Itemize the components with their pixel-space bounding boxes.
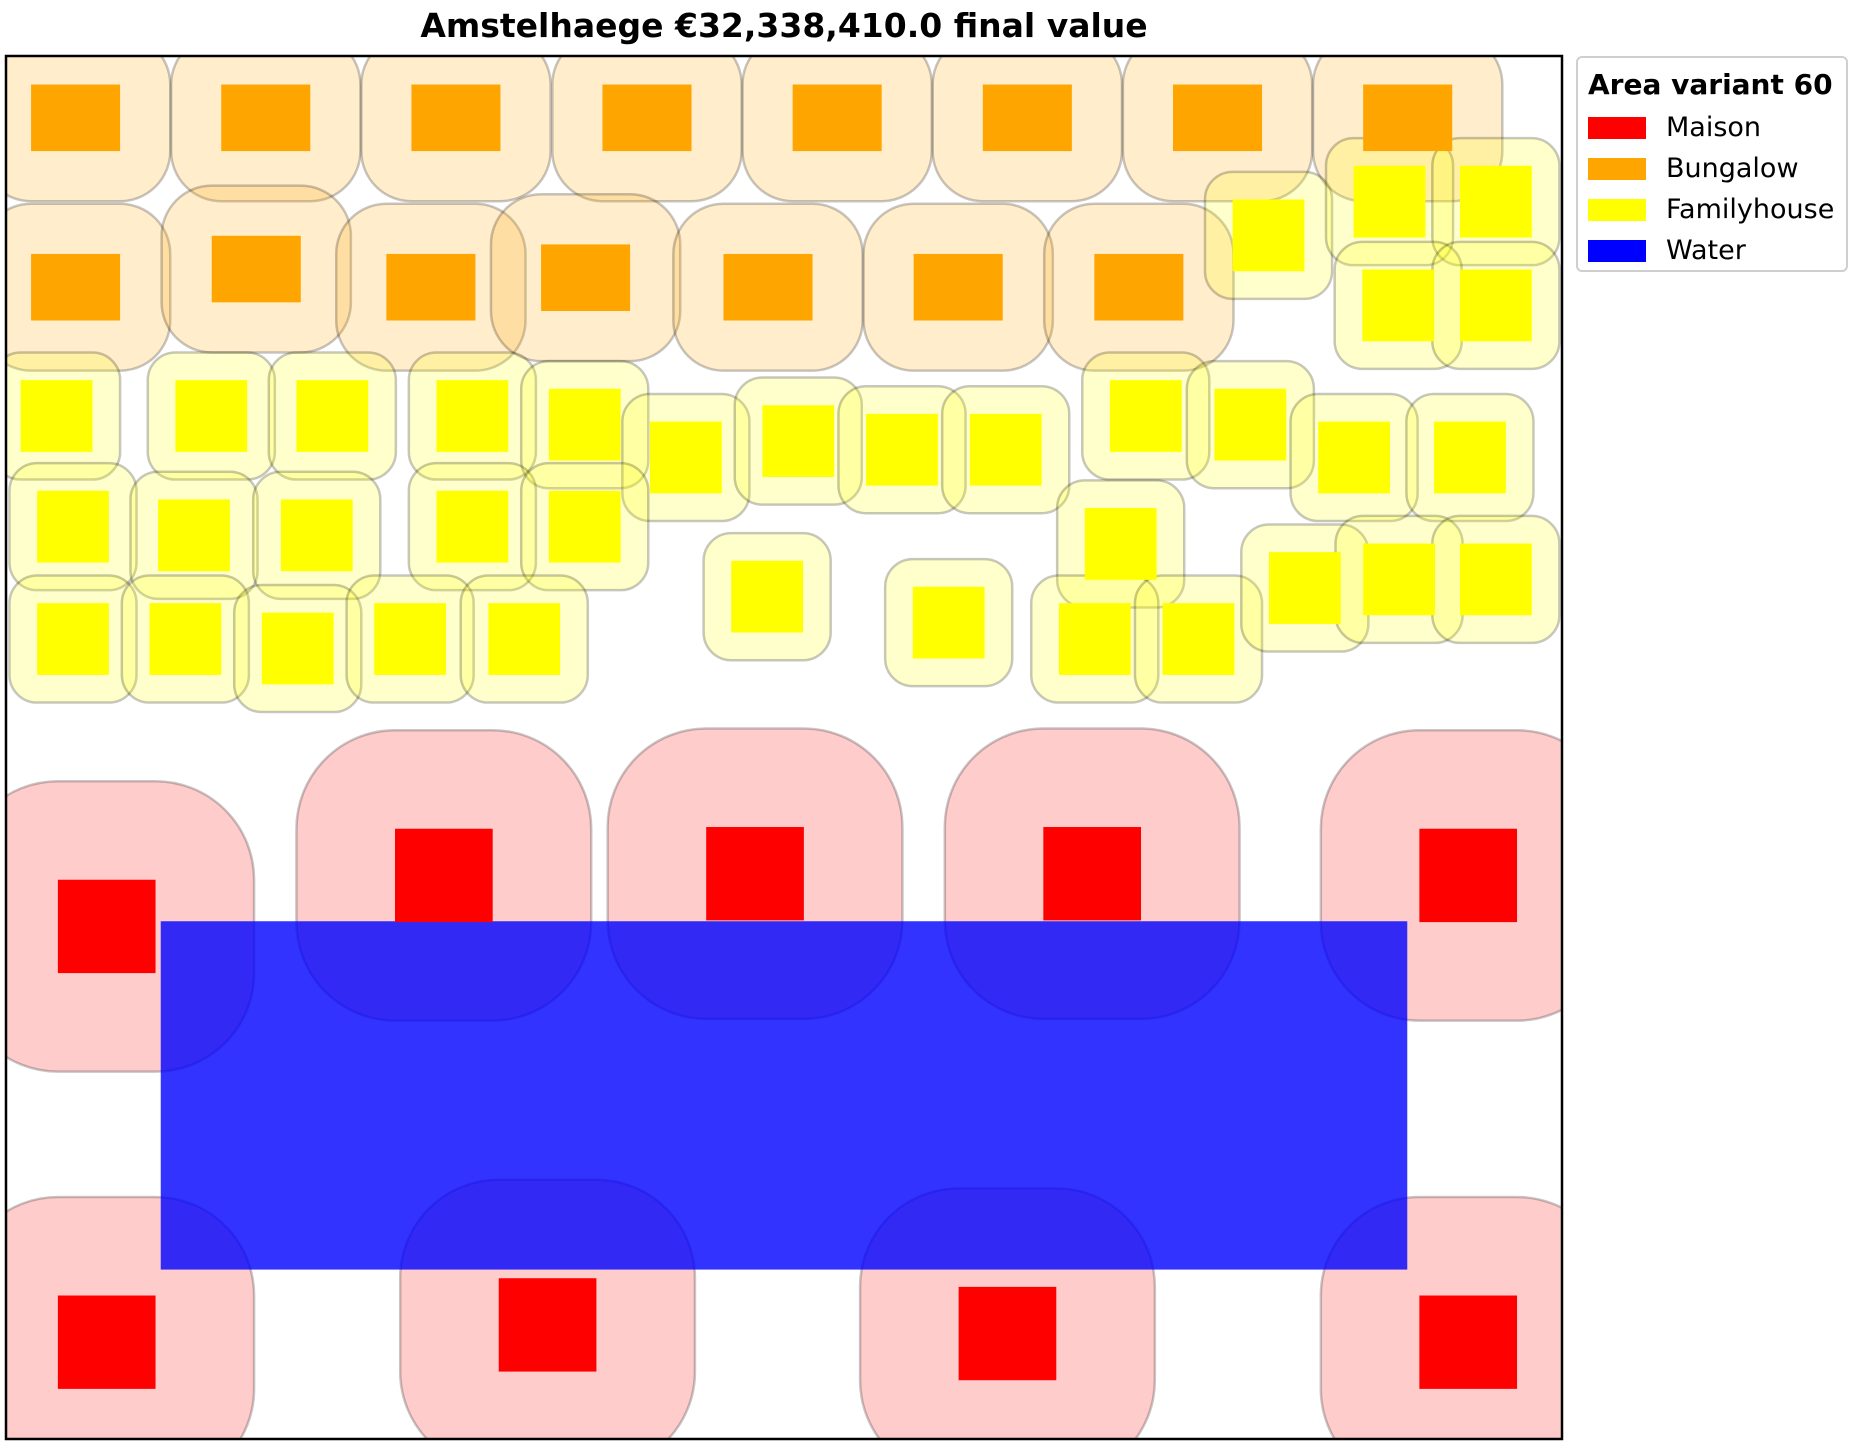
legend (1576, 56, 1848, 272)
familyhouse-house-16 (1214, 389, 1286, 461)
bungalow-house-12 (541, 244, 630, 311)
familyhouse-house-6 (650, 422, 722, 494)
bungalow-house-13 (723, 254, 812, 321)
familyhouse-house-12 (1354, 166, 1426, 238)
familyhouse-house-32 (1059, 603, 1131, 675)
chart-title: Amstelhaege €32,338,410.0 final value (420, 6, 1148, 45)
maison-house-4 (1419, 1296, 1517, 1389)
maison-house-8 (1043, 827, 1141, 920)
bungalow-house-9 (31, 254, 120, 321)
familyhouse-house-15 (1460, 270, 1532, 342)
maison-house-3 (959, 1287, 1057, 1380)
familyhouse-house-10 (1110, 380, 1182, 452)
legend-label-maison: Maison (1666, 112, 1762, 143)
bungalow-house-10 (212, 236, 301, 303)
familyhouse-house-7 (762, 405, 834, 477)
legend-label-water: Water (1666, 235, 1746, 266)
familyhouse-house-4 (436, 380, 508, 452)
maison-house-2 (499, 1278, 597, 1371)
familyhouse-house-28 (374, 603, 446, 675)
legend-title: Area variant 60 (1588, 68, 1833, 101)
familyhouse-house-21 (281, 499, 353, 571)
familyhouse-house-18 (1434, 422, 1506, 494)
legend-label-bungalow: Bungalow (1666, 153, 1799, 184)
bungalow-house-3 (411, 85, 500, 152)
bungalow-house-15 (1094, 254, 1183, 321)
familyhouse-house-33 (1163, 603, 1235, 675)
familyhouse-house-20 (158, 499, 230, 571)
familyhouse-house-34 (1269, 552, 1341, 624)
bungalow-house-11 (386, 254, 475, 321)
familyhouse-house-13 (1460, 166, 1532, 238)
bungalow-house-8 (1363, 85, 1452, 152)
familyhouse-house-24 (1085, 508, 1157, 580)
bungalow-house-4 (602, 85, 691, 152)
familyhouse-house-30 (731, 561, 803, 633)
familyhouse-house-27 (262, 613, 334, 685)
familyhouse-house-23 (549, 491, 621, 563)
familyhouse-house-29 (488, 603, 560, 675)
familyhouse-house-22 (436, 491, 508, 563)
bungalow-house-7 (1173, 85, 1262, 152)
maison-house-9 (1419, 829, 1517, 922)
bungalow-house-5 (793, 85, 882, 152)
legend-label-familyhouse: Familyhouse (1666, 194, 1835, 225)
familyhouse-house-3 (296, 380, 368, 452)
legend-item-familyhouse (1588, 189, 1836, 230)
familyhouse-house-2 (175, 380, 247, 452)
familyhouse-house-19 (37, 491, 109, 563)
familyhouse-house-14 (1362, 270, 1434, 342)
familyhouse-house-5 (549, 389, 621, 461)
legend-swatch-maison (1588, 117, 1646, 139)
maison-house-5 (58, 880, 156, 973)
familyhouse-house-1 (21, 380, 93, 452)
maison-house-6 (395, 829, 493, 922)
legend-item-water (1588, 230, 1836, 271)
water-body-1 (161, 921, 1408, 1269)
familyhouse-house-8 (866, 414, 938, 486)
bungalow-house-1 (31, 85, 120, 152)
familyhouse-house-26 (149, 603, 221, 675)
bungalow-house-6 (983, 85, 1072, 152)
familyhouse-house-36 (1460, 544, 1532, 616)
familyhouse-house-11 (1233, 199, 1305, 271)
familyhouse-house-35 (1363, 544, 1435, 616)
familyhouse-house-9 (970, 414, 1042, 486)
legend-swatch-water (1588, 240, 1646, 262)
maison-house-1 (58, 1296, 156, 1389)
maison-house-7 (706, 827, 804, 920)
familyhouse-house-17 (1318, 422, 1390, 494)
map-content (0, 34, 1616, 1444)
bungalow-house-14 (914, 254, 1003, 321)
familyhouse-house-31 (913, 587, 985, 659)
legend-swatch-bungalow (1588, 158, 1646, 180)
legend-item-bungalow (1588, 148, 1836, 189)
legend-item-maison (1588, 107, 1836, 148)
legend-swatch-familyhouse (1588, 199, 1646, 221)
bungalow-house-2 (221, 85, 310, 152)
familyhouse-house-25 (37, 603, 109, 675)
